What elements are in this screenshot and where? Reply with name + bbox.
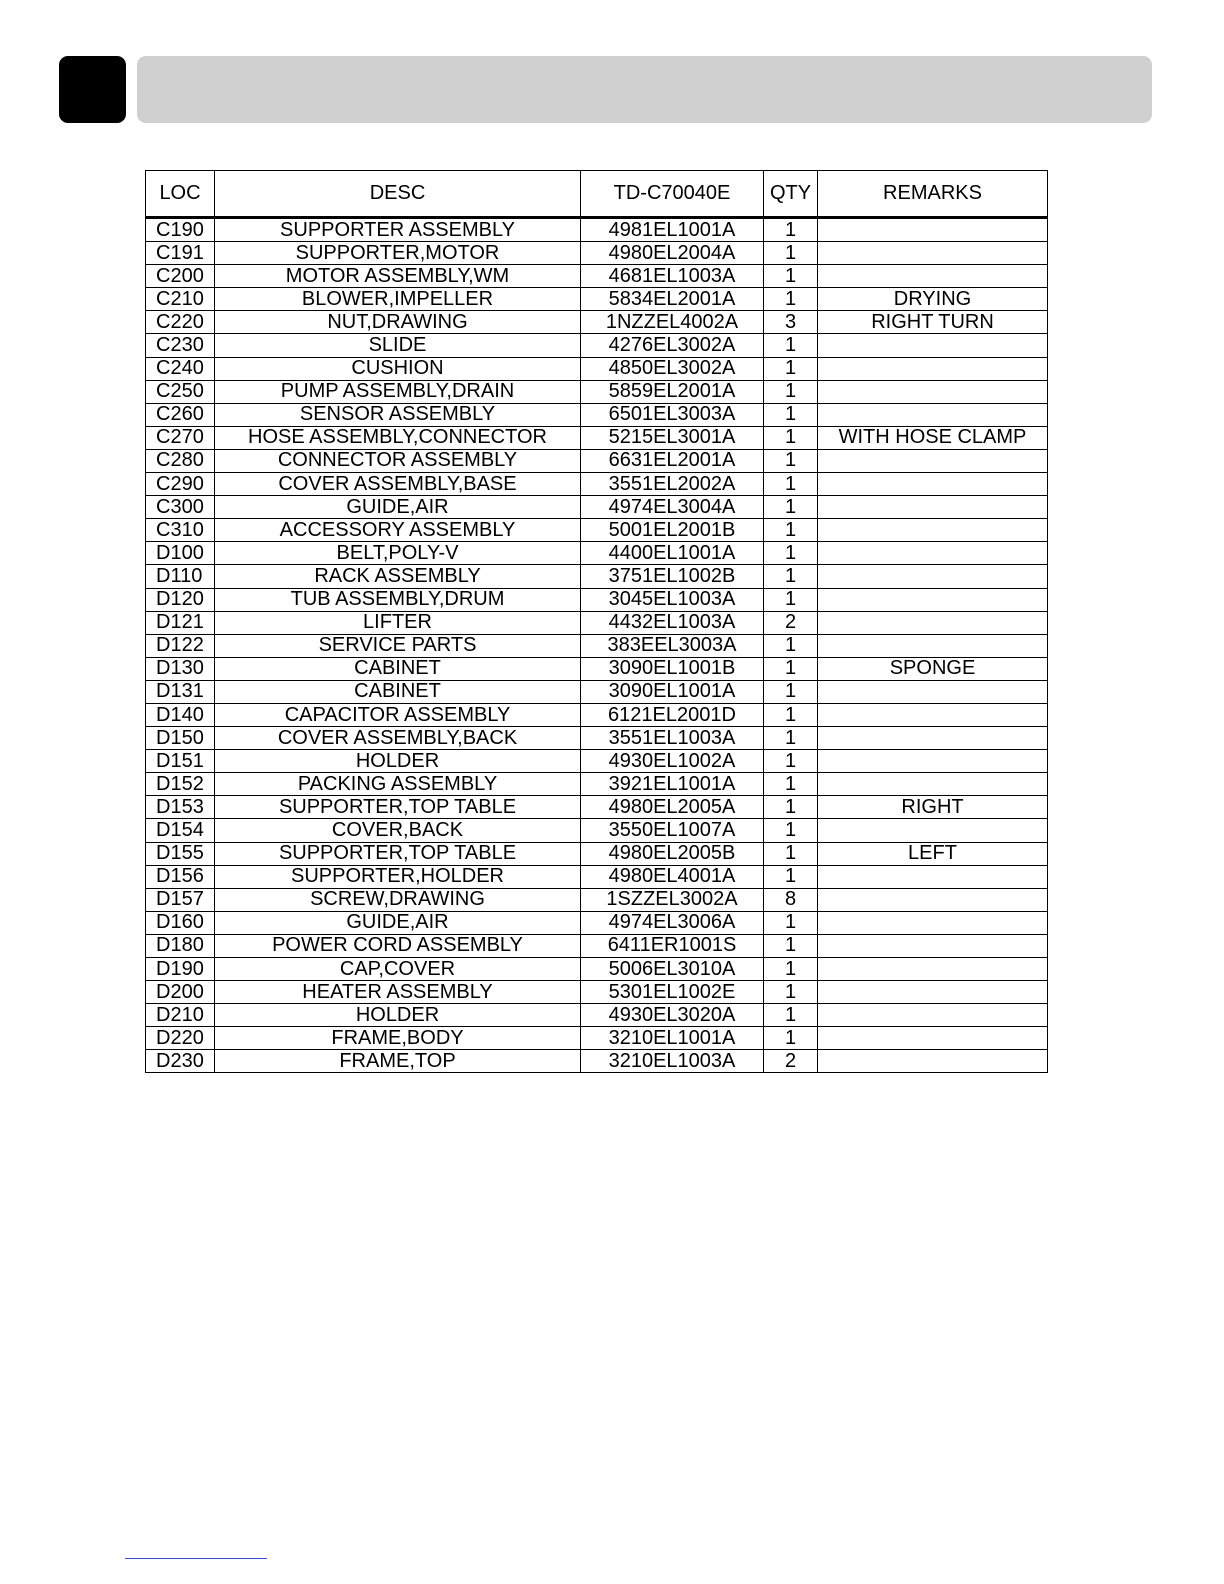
cell-qty: 2	[764, 1050, 818, 1073]
table-row	[146, 865, 1048, 888]
table-row	[146, 773, 1048, 796]
cell-desc: HOLDER	[215, 1004, 581, 1027]
cell-part-number: 3921EL1001A	[581, 773, 764, 796]
cell-qty: 1	[764, 588, 818, 611]
table-row	[146, 1004, 1048, 1027]
cell-qty: 1	[764, 842, 818, 865]
cell-part-number: 4400EL1001A	[581, 542, 764, 565]
cell-remarks	[818, 911, 1048, 934]
cell-remarks	[818, 357, 1048, 380]
cell-qty: 1	[764, 265, 818, 288]
cell-desc: SERVICE PARTS	[215, 634, 581, 657]
cell-desc: SCREW,DRAWING	[215, 888, 581, 911]
cell-loc: C250	[146, 380, 215, 403]
cell-loc: C310	[146, 519, 215, 542]
cell-remarks	[818, 773, 1048, 796]
cell-desc: LIFTER	[215, 611, 581, 634]
cell-qty: 1	[764, 1004, 818, 1027]
cell-part-number: 4276EL3002A	[581, 334, 764, 357]
table-row	[146, 496, 1048, 519]
cell-remarks: SPONGE	[818, 657, 1048, 680]
cell-qty: 1	[764, 449, 818, 472]
cell-qty: 1	[764, 703, 818, 726]
cell-qty: 1	[764, 727, 818, 750]
cell-loc: D160	[146, 911, 215, 934]
table-row	[146, 288, 1048, 311]
cell-remarks	[818, 265, 1048, 288]
cell-loc: D220	[146, 1027, 215, 1050]
cell-desc: BLOWER,IMPELLER	[215, 288, 581, 311]
cell-loc: D200	[146, 981, 215, 1004]
table-row	[146, 981, 1048, 1004]
cell-part-number: 4980EL4001A	[581, 865, 764, 888]
cell-remarks: DRYING	[818, 288, 1048, 311]
cell-remarks	[818, 634, 1048, 657]
parts-table	[145, 170, 1048, 1073]
cell-desc: BELT,POLY-V	[215, 542, 581, 565]
cell-loc: D155	[146, 842, 215, 865]
cell-qty: 1	[764, 242, 818, 265]
cell-loc: C230	[146, 334, 215, 357]
cell-qty: 1	[764, 981, 818, 1004]
cell-qty: 1	[764, 750, 818, 773]
cell-qty: 1	[764, 334, 818, 357]
cell-desc: ACCESSORY ASSEMBLY	[215, 519, 581, 542]
cell-desc: PUMP ASSEMBLY,DRAIN	[215, 380, 581, 403]
cell-desc: GUIDE,AIR	[215, 911, 581, 934]
cell-part-number: 1SZZEL3002A	[581, 888, 764, 911]
cell-qty: 8	[764, 888, 818, 911]
cell-part-number: 5006EL3010A	[581, 958, 764, 981]
cell-desc: SUPPORTER,TOP TABLE	[215, 796, 581, 819]
cell-loc: C280	[146, 449, 215, 472]
cell-part-number: 5859EL2001A	[581, 380, 764, 403]
table-row	[146, 611, 1048, 634]
cell-remarks	[818, 519, 1048, 542]
cell-remarks	[818, 819, 1048, 842]
cell-remarks: LEFT	[818, 842, 1048, 865]
cell-desc: COVER ASSEMBLY,BACK	[215, 727, 581, 750]
cell-loc: C191	[146, 242, 215, 265]
table-row	[146, 842, 1048, 865]
cell-qty: 1	[764, 403, 818, 426]
cell-loc: D157	[146, 888, 215, 911]
table-header-row	[146, 171, 1048, 218]
cell-desc: NUT,DRAWING	[215, 311, 581, 334]
cell-part-number: 3550EL1007A	[581, 819, 764, 842]
table-row	[146, 934, 1048, 957]
cell-desc: SUPPORTER,TOP TABLE	[215, 842, 581, 865]
cell-remarks	[818, 727, 1048, 750]
cell-loc: D154	[146, 819, 215, 842]
column-header-desc: DESC	[215, 171, 581, 218]
cell-loc: D130	[146, 657, 215, 680]
cell-desc: CUSHION	[215, 357, 581, 380]
cell-part-number: 383EEL3003A	[581, 634, 764, 657]
cell-loc: C190	[146, 218, 215, 242]
table-row	[146, 634, 1048, 657]
table-row	[146, 449, 1048, 472]
cell-qty: 1	[764, 911, 818, 934]
cell-part-number: 4974EL3006A	[581, 911, 764, 934]
cell-desc: SENSOR ASSEMBLY	[215, 403, 581, 426]
cell-desc: FRAME,TOP	[215, 1050, 581, 1073]
cell-loc: D180	[146, 934, 215, 957]
cell-qty: 1	[764, 680, 818, 703]
cell-part-number: 4974EL3004A	[581, 496, 764, 519]
cell-qty: 1	[764, 218, 818, 242]
table-row	[146, 380, 1048, 403]
cell-qty: 1	[764, 934, 818, 957]
cell-loc: C290	[146, 473, 215, 496]
cell-remarks	[818, 496, 1048, 519]
column-header-part-number: TD-C70040E	[581, 171, 764, 218]
cell-qty: 1	[764, 357, 818, 380]
cell-desc: POWER CORD ASSEMBLY	[215, 934, 581, 957]
cell-loc: D210	[146, 1004, 215, 1027]
cell-remarks	[818, 958, 1048, 981]
cell-loc: D156	[146, 865, 215, 888]
cell-desc: COVER ASSEMBLY,BASE	[215, 473, 581, 496]
table-body	[146, 218, 1048, 1073]
cell-part-number: 5215EL3001A	[581, 426, 764, 449]
cell-part-number: 6411ER1001S	[581, 934, 764, 957]
cell-qty: 1	[764, 634, 818, 657]
cell-remarks	[818, 334, 1048, 357]
cell-loc: D190	[146, 958, 215, 981]
cell-part-number: 5001EL2001B	[581, 519, 764, 542]
cell-qty: 3	[764, 311, 818, 334]
cell-part-number: 4930EL3020A	[581, 1004, 764, 1027]
cell-part-number: 6501EL3003A	[581, 403, 764, 426]
table-row	[146, 357, 1048, 380]
cell-loc: C270	[146, 426, 215, 449]
table-row	[146, 242, 1048, 265]
cell-loc: D140	[146, 703, 215, 726]
cell-remarks	[818, 242, 1048, 265]
cell-remarks	[818, 403, 1048, 426]
cell-remarks	[818, 1004, 1048, 1027]
cell-loc: C260	[146, 403, 215, 426]
cell-loc: D151	[146, 750, 215, 773]
cell-part-number: 4980EL2004A	[581, 242, 764, 265]
table-row	[146, 958, 1048, 981]
cell-qty: 1	[764, 496, 818, 519]
table-row	[146, 680, 1048, 703]
cell-qty: 1	[764, 542, 818, 565]
cell-qty: 1	[764, 819, 818, 842]
cell-part-number: 4432EL1003A	[581, 611, 764, 634]
cell-loc: D121	[146, 611, 215, 634]
cell-qty: 1	[764, 958, 818, 981]
cell-remarks	[818, 934, 1048, 957]
cell-remarks	[818, 218, 1048, 242]
table-row	[146, 750, 1048, 773]
cell-loc: C200	[146, 265, 215, 288]
cell-remarks	[818, 611, 1048, 634]
cell-loc: D230	[146, 1050, 215, 1073]
cell-qty: 1	[764, 380, 818, 403]
cell-qty: 1	[764, 865, 818, 888]
cell-part-number: 4850EL3002A	[581, 357, 764, 380]
cell-part-number: 6121EL2001D	[581, 703, 764, 726]
cell-desc: HEATER ASSEMBLY	[215, 981, 581, 1004]
table-row	[146, 426, 1048, 449]
cell-part-number: 3045EL1003A	[581, 588, 764, 611]
footer-rule	[125, 1558, 267, 1559]
cell-part-number: 5301EL1002E	[581, 981, 764, 1004]
table-row	[146, 565, 1048, 588]
cell-part-number: 4681EL1003A	[581, 265, 764, 288]
cell-qty: 1	[764, 288, 818, 311]
column-header-loc: LOC	[146, 171, 215, 218]
table-row	[146, 1027, 1048, 1050]
table-row	[146, 311, 1048, 334]
cell-qty: 1	[764, 426, 818, 449]
cell-desc: SUPPORTER,MOTOR	[215, 242, 581, 265]
cell-part-number: 4930EL1002A	[581, 750, 764, 773]
cell-remarks	[818, 888, 1048, 911]
cell-remarks: RIGHT TURN	[818, 311, 1048, 334]
cell-remarks	[818, 542, 1048, 565]
cell-part-number: 1NZZEL4002A	[581, 311, 764, 334]
cell-loc: D120	[146, 588, 215, 611]
table-row	[146, 796, 1048, 819]
cell-desc: FRAME,BODY	[215, 1027, 581, 1050]
cell-part-number: 3210EL1003A	[581, 1050, 764, 1073]
cell-loc: D152	[146, 773, 215, 796]
cell-remarks	[818, 588, 1048, 611]
cell-remarks	[818, 380, 1048, 403]
table-row	[146, 403, 1048, 426]
cell-desc: RACK ASSEMBLY	[215, 565, 581, 588]
cell-loc: C300	[146, 496, 215, 519]
table-row	[146, 657, 1048, 680]
cell-desc: COVER,BACK	[215, 819, 581, 842]
table-row	[146, 703, 1048, 726]
cell-remarks	[818, 449, 1048, 472]
table-row	[146, 218, 1048, 242]
table-row	[146, 334, 1048, 357]
cell-loc: D100	[146, 542, 215, 565]
cell-desc: CONNECTOR ASSEMBLY	[215, 449, 581, 472]
cell-loc: C210	[146, 288, 215, 311]
cell-desc: GUIDE,AIR	[215, 496, 581, 519]
cell-part-number: 5834EL2001A	[581, 288, 764, 311]
cell-desc: CABINET	[215, 657, 581, 680]
cell-loc: D153	[146, 796, 215, 819]
cell-part-number: 3551EL1003A	[581, 727, 764, 750]
cell-qty: 1	[764, 519, 818, 542]
cell-loc: C220	[146, 311, 215, 334]
header-bar	[137, 56, 1152, 123]
cell-desc: SUPPORTER,HOLDER	[215, 865, 581, 888]
cell-part-number: 3090EL1001A	[581, 680, 764, 703]
column-header-remarks: REMARKS	[818, 171, 1048, 218]
cell-loc: D150	[146, 727, 215, 750]
cell-remarks	[818, 565, 1048, 588]
cell-qty: 1	[764, 773, 818, 796]
cell-qty: 1	[764, 565, 818, 588]
cell-remarks	[818, 981, 1048, 1004]
table-row	[146, 911, 1048, 934]
cell-part-number: 4980EL2005B	[581, 842, 764, 865]
table-row	[146, 519, 1048, 542]
cell-remarks	[818, 1050, 1048, 1073]
cell-qty: 1	[764, 473, 818, 496]
cell-remarks	[818, 750, 1048, 773]
cell-remarks	[818, 1027, 1048, 1050]
cell-qty: 1	[764, 796, 818, 819]
cell-remarks: WITH HOSE CLAMP	[818, 426, 1048, 449]
cell-part-number: 3751EL1002B	[581, 565, 764, 588]
cell-loc: D110	[146, 565, 215, 588]
table-row	[146, 727, 1048, 750]
cell-desc: PACKING ASSEMBLY	[215, 773, 581, 796]
cell-desc: CABINET	[215, 680, 581, 703]
cell-part-number: 4980EL2005A	[581, 796, 764, 819]
cell-qty: 1	[764, 657, 818, 680]
section-tab	[59, 56, 126, 123]
cell-part-number: 4981EL1001A	[581, 218, 764, 242]
cell-qty: 1	[764, 1027, 818, 1050]
cell-part-number: 3551EL2002A	[581, 473, 764, 496]
cell-loc: D131	[146, 680, 215, 703]
cell-remarks	[818, 473, 1048, 496]
cell-desc: CAPACITOR ASSEMBLY	[215, 703, 581, 726]
cell-desc: TUB ASSEMBLY,DRUM	[215, 588, 581, 611]
cell-loc: D122	[146, 634, 215, 657]
table-row	[146, 888, 1048, 911]
cell-part-number: 3210EL1001A	[581, 1027, 764, 1050]
cell-remarks	[818, 865, 1048, 888]
cell-desc: CAP,COVER	[215, 958, 581, 981]
table-row	[146, 473, 1048, 496]
table-row	[146, 542, 1048, 565]
cell-desc: SLIDE	[215, 334, 581, 357]
table-row	[146, 1050, 1048, 1073]
cell-qty: 2	[764, 611, 818, 634]
table-row	[146, 265, 1048, 288]
cell-desc: MOTOR ASSEMBLY,WM	[215, 265, 581, 288]
cell-desc: HOLDER	[215, 750, 581, 773]
cell-part-number: 3090EL1001B	[581, 657, 764, 680]
cell-part-number: 6631EL2001A	[581, 449, 764, 472]
column-header-qty: QTY	[764, 171, 818, 218]
cell-desc: HOSE ASSEMBLY,CONNECTOR	[215, 426, 581, 449]
cell-desc: SUPPORTER ASSEMBLY	[215, 218, 581, 242]
table-row	[146, 588, 1048, 611]
cell-remarks	[818, 703, 1048, 726]
table-row	[146, 819, 1048, 842]
cell-remarks	[818, 680, 1048, 703]
cell-loc: C240	[146, 357, 215, 380]
cell-remarks: RIGHT	[818, 796, 1048, 819]
